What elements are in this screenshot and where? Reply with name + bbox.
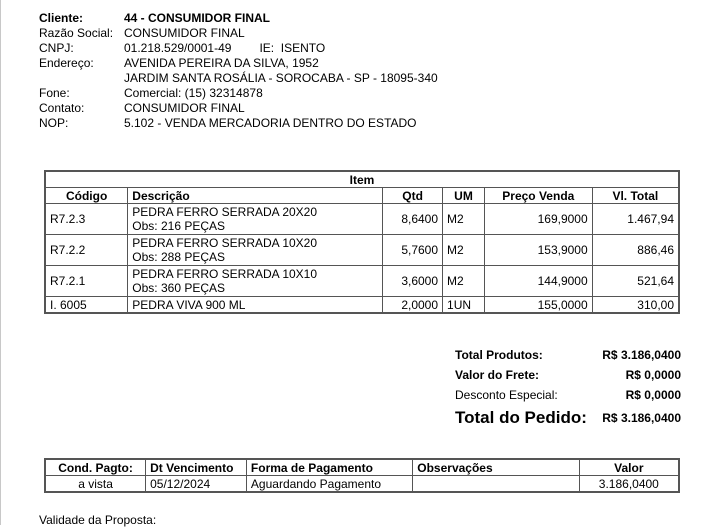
item-qtd: 2,0000 [383, 297, 443, 314]
item-desc: PEDRA FERRO SERRADA 10X10 [132, 267, 318, 281]
header-valor: Valor [579, 459, 679, 476]
total-pedido-row [455, 405, 681, 431]
item-obs: Obs: 216 PEÇAS [132, 219, 226, 233]
item-description [128, 266, 383, 297]
endereco-row [39, 56, 438, 71]
payment-valor: 3.186,0400 [579, 476, 679, 493]
client-row [39, 11, 438, 26]
header-observacoes: Observações [413, 459, 579, 476]
item-price: 155,0000 [484, 297, 592, 314]
razao-social-label: Razão Social: [39, 26, 114, 40]
header-cond-pagto: Cond. Pagto: [45, 459, 146, 476]
table-row [45, 476, 679, 493]
payment-obs [413, 476, 579, 493]
item-code: I. 6005 [45, 297, 128, 314]
desconto-especial-label: Desconto Especial: [455, 388, 558, 402]
cnpj-row [39, 41, 438, 56]
header-codigo: Código [45, 188, 128, 204]
desconto-especial-value: R$ 0,0000 [625, 388, 681, 402]
client-info [39, 11, 438, 131]
item-code: R7.2.1 [45, 266, 128, 297]
total-pedido-label: Total do Pedido: [455, 408, 587, 427]
item-total: 886,46 [592, 235, 679, 266]
item-total: 1.467,94 [592, 204, 679, 235]
razao-social-row [39, 26, 438, 41]
endereco-line2-row [39, 71, 438, 86]
page-left-border [0, 0, 1, 525]
total-produtos-value: R$ 3.186,0400 [602, 348, 681, 362]
item-description [128, 204, 383, 235]
header-vl-total: Vl. Total [592, 188, 679, 204]
header-qtd: Qtd [383, 188, 443, 204]
nop-value: 5.102 - VENDA MERCADORIA DENTRO DO ESTADO [124, 116, 417, 130]
header-forma-pagamento: Forma de Pagamento [246, 459, 412, 476]
valor-frete-label: Valor do Frete: [455, 368, 540, 382]
item-um: M2 [443, 235, 485, 266]
ie-value: ISENTO [280, 41, 326, 55]
contato-label: Contato: [39, 101, 85, 115]
table-row [45, 266, 679, 297]
endereco-label: Endereço: [39, 56, 94, 70]
payment-forma: Aguardando Pagamento [246, 476, 412, 493]
razao-social-value: CONSUMIDOR FINAL [124, 26, 245, 40]
item-um: M2 [443, 266, 485, 297]
ie-label: IE: [259, 41, 275, 55]
item-code: R7.2.2 [45, 235, 128, 266]
item-qtd: 5,7600 [383, 235, 443, 266]
table-row [45, 297, 679, 314]
payment-vencimento: 05/12/2024 [146, 476, 247, 493]
nop-label: NOP: [39, 116, 69, 130]
items-table [44, 170, 680, 314]
payment-table [44, 458, 680, 493]
item-desc: PEDRA FERRO SERRADA 10X20 [132, 236, 318, 250]
table-row [45, 204, 679, 235]
client-label: Cliente: [39, 11, 84, 25]
header-um: UM [443, 188, 485, 204]
item-price: 153,9000 [484, 235, 592, 266]
fone-row [39, 86, 438, 101]
valor-frete-row [455, 365, 681, 385]
validade-proposta-label: Validade da Proposta: [39, 513, 157, 527]
contato-row [39, 101, 438, 116]
valor-frete-value: R$ 0,0000 [625, 368, 681, 382]
endereco-value: AVENIDA PEREIRA DA SILVA, 1952 [124, 56, 319, 70]
total-pedido-value: R$ 3.186,0400 [602, 411, 681, 425]
item-total: 521,64 [592, 266, 679, 297]
order-totals [455, 345, 681, 431]
client-value: 44 - CONSUMIDOR FINAL [124, 11, 271, 25]
item-description [128, 297, 383, 314]
header-preco-venda: Preço Venda [484, 188, 592, 204]
item-total: 310,00 [592, 297, 679, 314]
item-desc: PEDRA VIVA 900 ML [132, 297, 246, 312]
desconto-especial-row [455, 385, 681, 405]
item-qtd: 3,6000 [383, 266, 443, 297]
cnpj-value: 01.218.529/0001-49 [124, 41, 232, 55]
payment-cond: a vista [45, 476, 146, 493]
item-code: R7.2.3 [45, 204, 128, 235]
table-row [45, 235, 679, 266]
fone-label: Fone: [39, 86, 70, 100]
total-produtos-row [455, 345, 681, 365]
item-price: 169,9000 [484, 204, 592, 235]
fone-value: Comercial: (15) 32314878 [124, 86, 263, 100]
total-produtos-label: Total Produtos: [455, 348, 543, 362]
endereco-line2-value: JARDIM SANTA ROSÁLIA - SOROCABA - SP - 18095-340 [124, 71, 438, 85]
item-desc: PEDRA FERRO SERRADA 20X20 [132, 205, 318, 219]
item-qtd: 8,6400 [383, 204, 443, 235]
item-um: 1UN [443, 297, 485, 314]
item-obs: Obs: 288 PEÇAS [132, 250, 226, 264]
item-price: 144,9000 [484, 266, 592, 297]
cnpj-label: CNPJ: [39, 41, 74, 55]
header-descricao: Descrição [128, 188, 383, 204]
contato-value: CONSUMIDOR FINAL [124, 101, 245, 115]
item-um: M2 [443, 204, 485, 235]
item-description [128, 235, 383, 266]
items-table-caption: Item [45, 171, 679, 188]
nop-row [39, 116, 438, 131]
header-dt-vencimento: Dt Vencimento [146, 459, 247, 476]
item-obs: Obs: 360 PEÇAS [132, 281, 226, 295]
